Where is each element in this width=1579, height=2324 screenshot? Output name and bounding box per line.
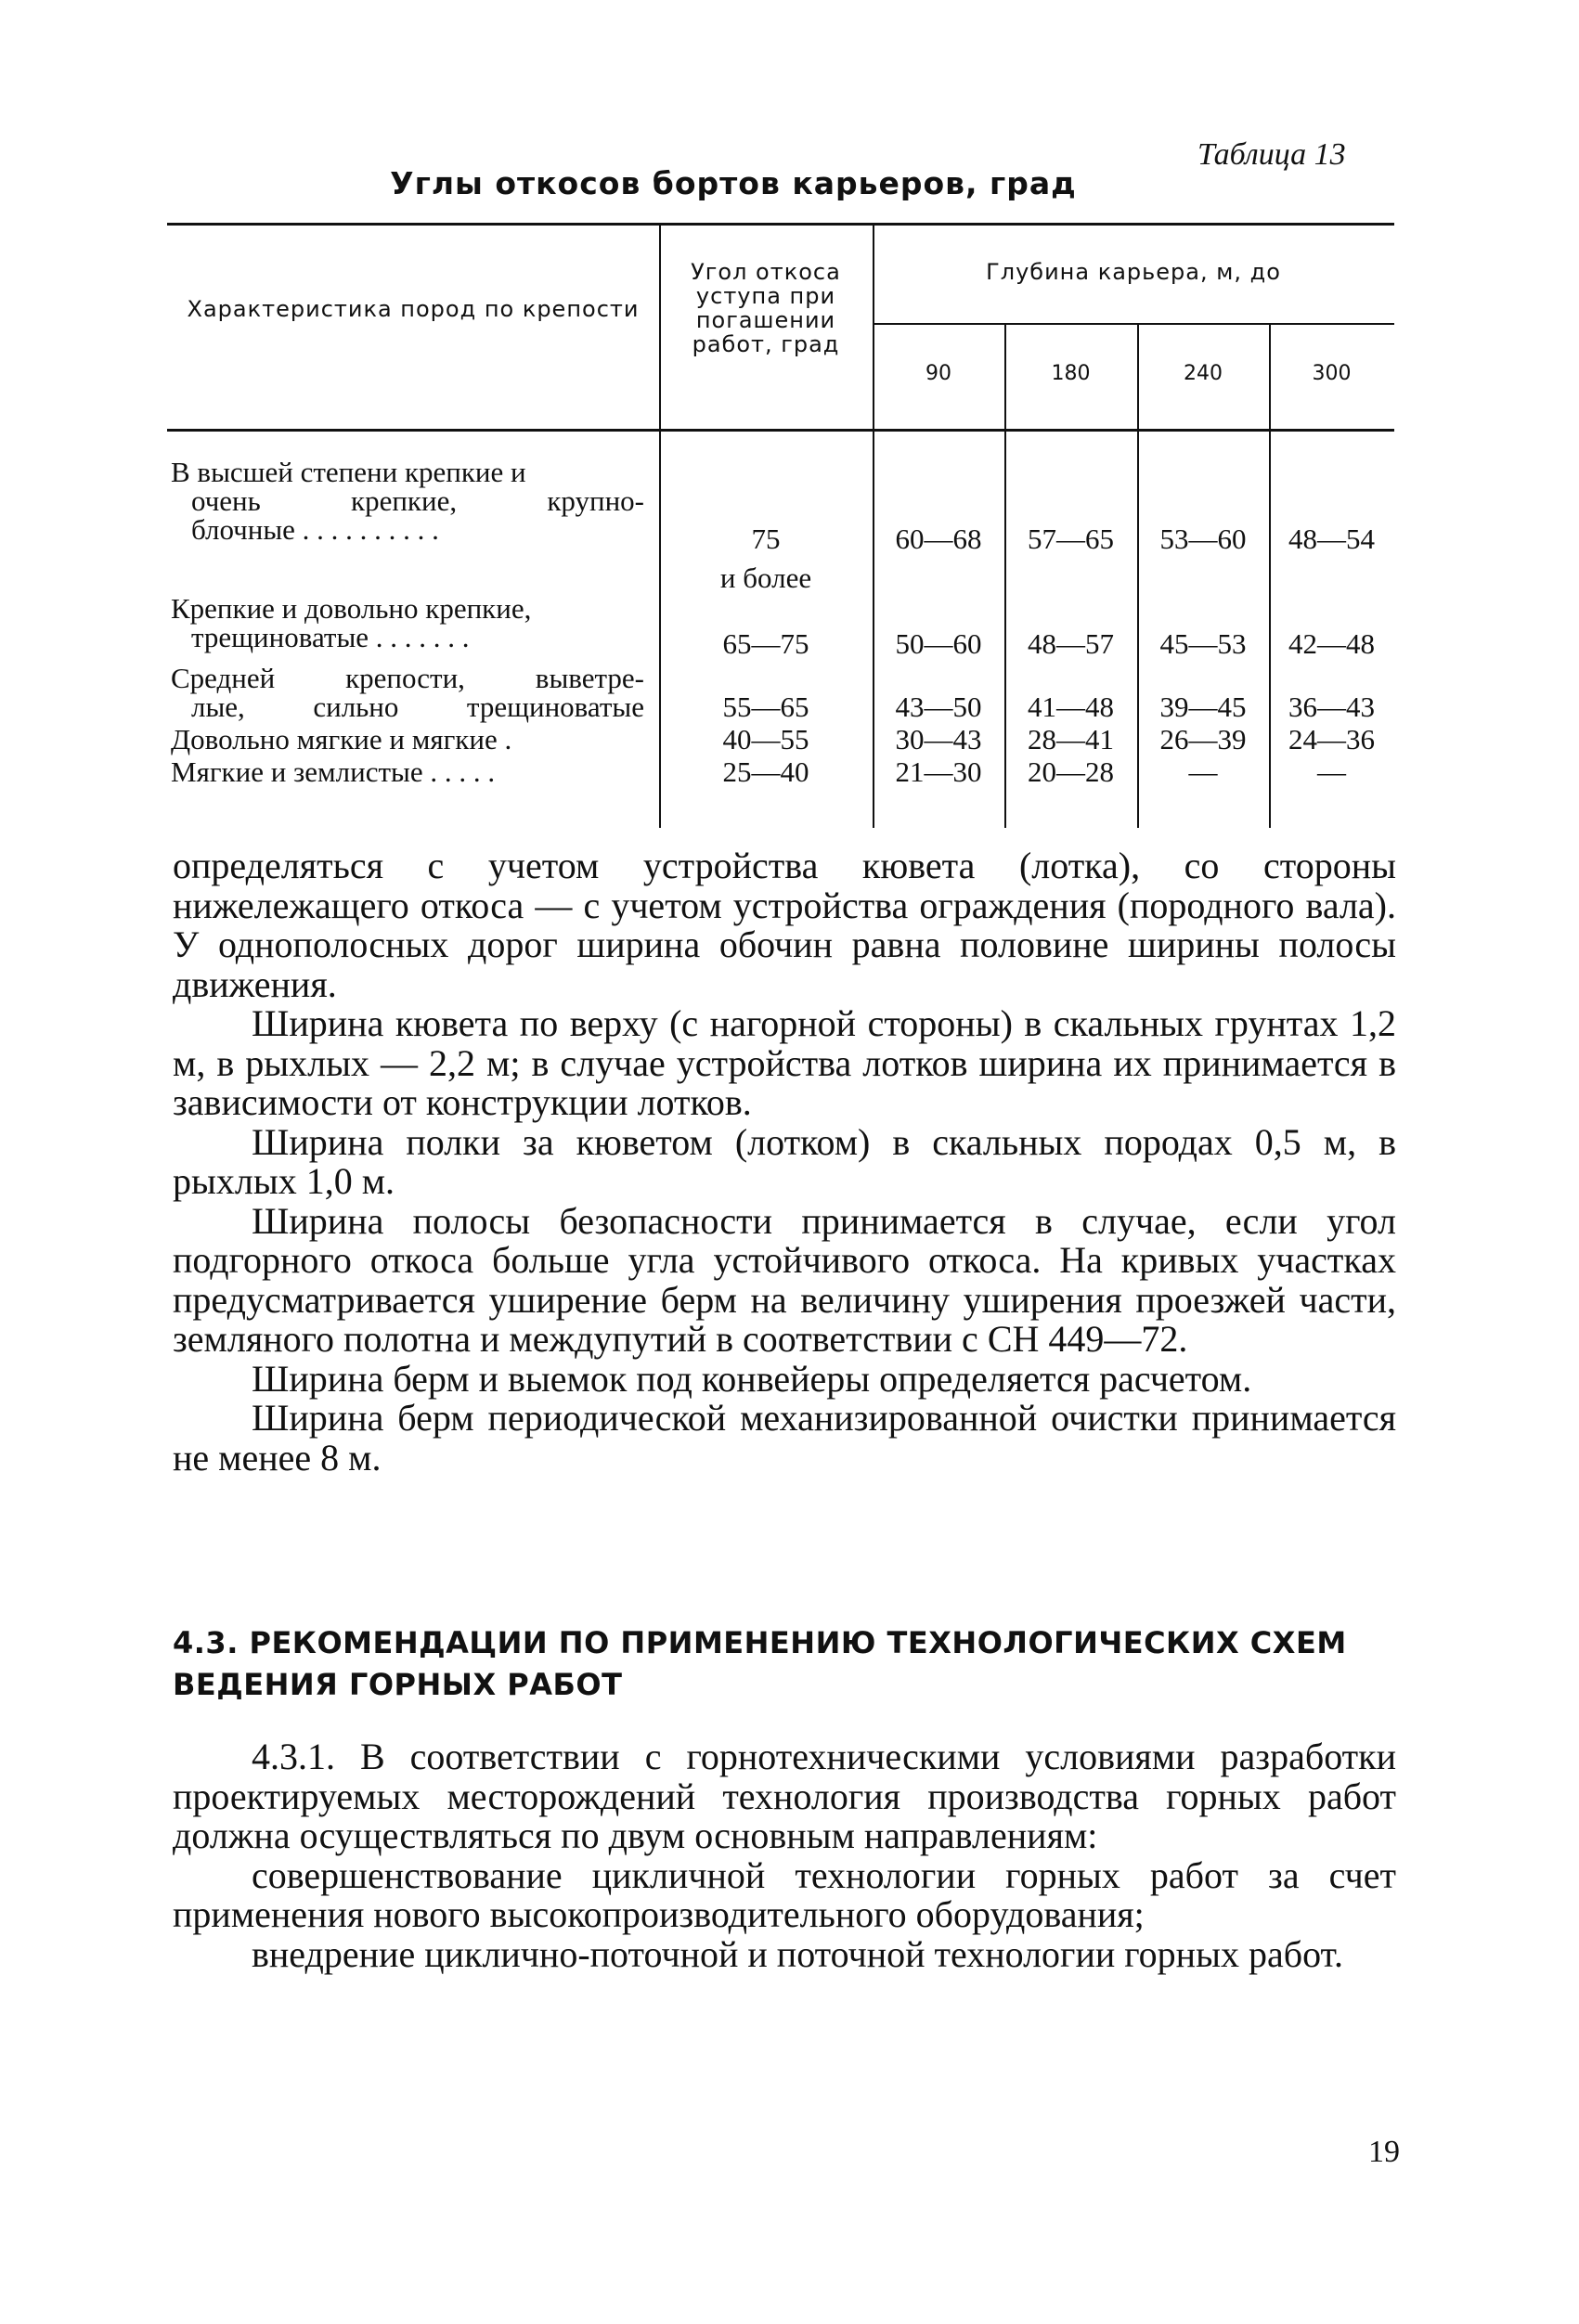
table-cell: 36—43 [1288, 691, 1375, 723]
body-text-bottom [173, 1737, 1396, 1974]
table-cell: 21—30 [895, 755, 982, 788]
header-depth-300: 300 [1312, 362, 1352, 385]
table-row-label [171, 757, 644, 786]
paragraph: 4.3.1. В соответствии с горнотехническими условиями разработки проектируемых месторождений технология производства горных работ должна осуществляться по двум основным направлениям: [173, 1736, 1396, 1856]
table-cell: 40—55 [722, 723, 809, 755]
row-label-line: Довольно мягкие и мягкие . [171, 723, 512, 755]
header-rock-characteristic: Характеристика пород по крепости [187, 296, 640, 322]
row-label-line: лые, сильно трещиноватые [191, 691, 644, 723]
table-cell: 43—50 [895, 691, 982, 723]
table-cell: 28—41 [1028, 723, 1114, 755]
paragraph: Ширина берм и выемок под конвейеры определяется расчетом. [252, 1357, 1252, 1400]
header-depth: Глубина карьера, м, до [986, 259, 1281, 285]
table-cell: и более [719, 562, 812, 594]
paragraph: Ширина полосы безопасности принимается в случае, если угол подгорного откоса больше угла устойчивого откоса. На кривых участках предусматривается уширение берм на величину уширения проезжей части, земляного полотна и междупутий в соответствии с СН 449—72. [173, 1199, 1396, 1360]
table-cell: 45—53 [1159, 627, 1247, 660]
row-label-line: блочные . . . . . . . . . . [191, 513, 439, 546]
header-bottom-rule [167, 429, 1394, 432]
table-cell: — [1188, 755, 1218, 788]
table-row-label [171, 594, 644, 652]
slope-angles-table [167, 223, 1394, 828]
header-depth-90: 90 [925, 362, 951, 385]
page-number: 19 [1368, 2135, 1400, 2169]
table-cell: 75 [751, 523, 781, 555]
paragraph: определяться с учетом устройства кювета (лотка), со стороны нижележащего откоса — с учетом устройства ограждения (породного вала). У однополосных дорог ширина обочин равна половине ширины полосы движения. [173, 845, 1396, 1005]
row-label-line: Мягкие и землистые . . . . . [171, 755, 496, 788]
header-depth-180: 180 [1051, 362, 1091, 385]
row-label-line: трещиноватые . . . . . . . [191, 621, 470, 653]
table-title: Углы откосов бортов карьеров, град [390, 165, 1077, 201]
table-cell: — [1317, 755, 1346, 788]
table-number: Таблица 13 [1197, 137, 1346, 172]
table-cell: 20—28 [1028, 755, 1114, 788]
table-cell: 57—65 [1028, 523, 1114, 555]
table-cell: 53—60 [1159, 523, 1247, 555]
table-cell: 48—57 [1028, 627, 1114, 660]
table-row-label [171, 458, 644, 544]
table-cell: 60—68 [895, 523, 982, 555]
table-cell: 26—39 [1159, 723, 1247, 755]
table-cell: 55—65 [722, 691, 809, 723]
table-cell: 48—54 [1288, 523, 1375, 555]
paragraph: внедрение циклично-поточной и поточной технологии горных работ. [252, 1932, 1344, 1975]
paragraph: Ширина полки за кюветом (лотком) в скальных породах 0,5 м, в рыхлых 1,0 м. [173, 1120, 1396, 1202]
paragraph: Ширина кювета по верху (с нагорной стороны) в скальных грунтах 1,2 м, в рыхлых — 2,2 м; в случае устройства лотков ширина их принимается в зависимости от конструкции лотков. [173, 1002, 1396, 1123]
table-row-label [171, 725, 644, 754]
body-text-top [173, 846, 1396, 1478]
table-cell: 65—75 [722, 627, 809, 660]
table-cell: 39—45 [1159, 691, 1247, 723]
table-cell: 41—48 [1028, 691, 1114, 723]
table-cell: 42—48 [1288, 627, 1375, 660]
row-label-line: В высшей степени крепкие и [171, 456, 526, 488]
row-label-line: Средней крепости, выветре- [171, 662, 644, 694]
table-cell: 24—36 [1288, 723, 1375, 755]
depth-group-rule [873, 323, 1394, 325]
paragraph: совершенствование цикличной технологии горных работ за счет применения нового высокопроизводительного оборудования; [173, 1853, 1396, 1935]
paragraph: Ширина берм периодической механизированной очистки принимается не менее 8 м. [173, 1397, 1396, 1478]
header-depth-240: 240 [1184, 362, 1223, 385]
row-label-line: Крепкие и довольно крепкие, [171, 592, 532, 625]
header-bench-angle: Угол откоса уступа при погашении работ, град [691, 259, 841, 357]
table-row-label [171, 664, 644, 721]
table-cell: 50—60 [895, 627, 982, 660]
table-top-rule [167, 223, 1394, 226]
row-label-line: очень крепкие, крупно- [191, 484, 644, 517]
table-cell: 30—43 [895, 723, 982, 755]
section-heading: 4.3. РЕКОМЕНДАЦИИ ПО ПРИМЕНЕНИЮ ТЕХНОЛОГИЧЕСКИХ СХЕМ ВЕДЕНИЯ ГОРНЫХ РАБОТ [173, 1625, 1347, 1702]
table-cell: 25—40 [722, 755, 809, 788]
